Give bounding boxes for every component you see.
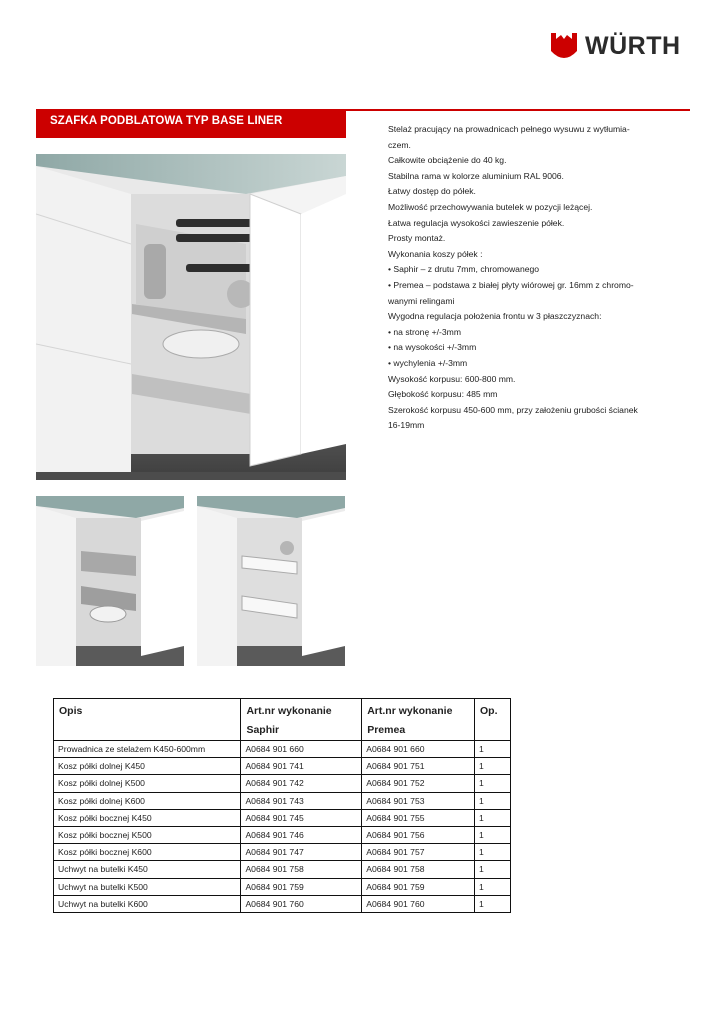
cell-op: 1 bbox=[475, 844, 511, 861]
page-title: SZAFKA PODBLATOWA TYP BASE LINER bbox=[50, 115, 283, 127]
wurth-logo-icon bbox=[551, 31, 577, 61]
table-header-row bbox=[54, 699, 511, 741]
cell-saphir: A0684 901 760 bbox=[241, 895, 362, 912]
description-line: czem. bbox=[388, 139, 411, 150]
description-line: Prosty montaż. bbox=[388, 233, 446, 244]
description-line: Stabilna rama w kolorze aluminium RAL 9006. bbox=[388, 170, 564, 181]
cell-op: 1 bbox=[475, 809, 511, 826]
cell-premea: A0684 901 758 bbox=[362, 861, 475, 878]
description-line: Całkowite obciążenie do 40 kg. bbox=[388, 155, 507, 166]
cell-op: 1 bbox=[475, 741, 511, 758]
brand-name: WÜRTH bbox=[585, 31, 681, 60]
cell-op: 1 bbox=[475, 861, 511, 878]
header-saphir: Art.nr wykonanie Saphir bbox=[241, 699, 362, 741]
description-line: Możliwość przechowywania butelek w pozycji leżącej. bbox=[388, 201, 593, 212]
description-line: • Premea – podstawa z białej płyty wiórowej gr. 16mm z chromo- bbox=[388, 279, 634, 290]
table-row bbox=[54, 844, 511, 861]
description-line: • wychylenia +/-3mm bbox=[388, 357, 468, 368]
product-photo-main bbox=[36, 154, 346, 480]
cell-saphir: A0684 901 745 bbox=[241, 809, 362, 826]
description-line: Głębokość korpusu: 485 mm bbox=[388, 389, 498, 400]
cell-opis: Prowadnica ze stelażem K450-600mm bbox=[54, 741, 241, 758]
table-row bbox=[54, 809, 511, 826]
cell-premea: A0684 901 753 bbox=[362, 792, 475, 809]
cell-saphir: A0684 901 746 bbox=[241, 826, 362, 843]
cell-premea: A0684 901 752 bbox=[362, 775, 475, 792]
cell-saphir: A0684 901 758 bbox=[241, 861, 362, 878]
header-opis: Opis bbox=[54, 699, 241, 741]
section-title-bar bbox=[36, 109, 346, 138]
cell-op: 1 bbox=[475, 878, 511, 895]
cell-saphir: A0684 901 741 bbox=[241, 758, 362, 775]
cell-saphir: A0684 901 660 bbox=[241, 741, 362, 758]
product-description bbox=[388, 122, 680, 434]
description-line: 16-19mm bbox=[388, 420, 425, 431]
cell-opis: Kosz półki bocznej K450 bbox=[54, 809, 241, 826]
description-line: • Saphir – z drutu 7mm, chromowanego bbox=[388, 264, 540, 275]
cell-saphir: A0684 901 747 bbox=[241, 844, 362, 861]
cell-saphir: A0684 901 742 bbox=[241, 775, 362, 792]
cell-premea: A0684 901 757 bbox=[362, 844, 475, 861]
table-row bbox=[54, 826, 511, 843]
header-premea: Art.nr wykonanie Premea bbox=[362, 699, 475, 741]
cell-op: 1 bbox=[475, 826, 511, 843]
description-line: Wygodna regulacja położenia frontu w 3 płaszczyznach: bbox=[388, 311, 602, 322]
cell-opis: Kosz półki dolnej K600 bbox=[54, 792, 241, 809]
description-line: Wykonania koszy półek : bbox=[388, 248, 483, 259]
cell-saphir: A0684 901 759 bbox=[241, 878, 362, 895]
wurth-logo bbox=[551, 28, 693, 64]
cell-op: 1 bbox=[475, 895, 511, 912]
cell-premea: A0684 901 755 bbox=[362, 809, 475, 826]
cell-opis: Kosz półki dolnej K500 bbox=[54, 775, 241, 792]
cell-op: 1 bbox=[475, 792, 511, 809]
description-line: Łatwa regulacja wysokości zawieszenie półek. bbox=[388, 217, 565, 228]
table-row bbox=[54, 741, 511, 758]
cell-premea: A0684 901 756 bbox=[362, 826, 475, 843]
cell-op: 1 bbox=[475, 775, 511, 792]
header-divider bbox=[346, 109, 690, 111]
cell-op: 1 bbox=[475, 758, 511, 775]
cell-opis: Kosz półki bocznej K600 bbox=[54, 844, 241, 861]
cell-opis: Kosz półki bocznej K500 bbox=[54, 826, 241, 843]
description-line: wanymi relingami bbox=[388, 295, 455, 306]
description-line: Łatwy dostęp do półek. bbox=[388, 186, 476, 197]
product-photo-premea bbox=[197, 496, 345, 666]
table-row bbox=[54, 895, 511, 912]
description-line: Szerokość korpusu 450-600 mm, przy założeniu grubości ścianek bbox=[388, 404, 638, 415]
cell-premea: A0684 901 751 bbox=[362, 758, 475, 775]
table-row bbox=[54, 775, 511, 792]
description-line: Wysokość korpusu: 600-800 mm. bbox=[388, 373, 516, 384]
description-line: Stelaż pracujący na prowadnicach pełnego wysuwu z wytłumia- bbox=[388, 124, 630, 134]
product-photo-saphir bbox=[36, 496, 184, 666]
cell-opis: Uchwyt na butelki K500 bbox=[54, 878, 241, 895]
cell-opis: Uchwyt na butelki K600 bbox=[54, 895, 241, 912]
table-row bbox=[54, 758, 511, 775]
table-row bbox=[54, 861, 511, 878]
cell-premea: A0684 901 760 bbox=[362, 895, 475, 912]
cell-premea: A0684 901 759 bbox=[362, 878, 475, 895]
table-row bbox=[54, 878, 511, 895]
description-line: • na stronę +/-3mm bbox=[388, 326, 461, 337]
cell-saphir: A0684 901 743 bbox=[241, 792, 362, 809]
cell-opis: Kosz półki dolnej K450 bbox=[54, 758, 241, 775]
table-row bbox=[54, 792, 511, 809]
description-line: • na wysokości +/-3mm bbox=[388, 342, 477, 353]
cell-premea: A0684 901 660 bbox=[362, 741, 475, 758]
header-op: Op. bbox=[475, 699, 511, 741]
parts-table bbox=[53, 698, 511, 913]
cell-opis: Uchwyt na butelki K450 bbox=[54, 861, 241, 878]
